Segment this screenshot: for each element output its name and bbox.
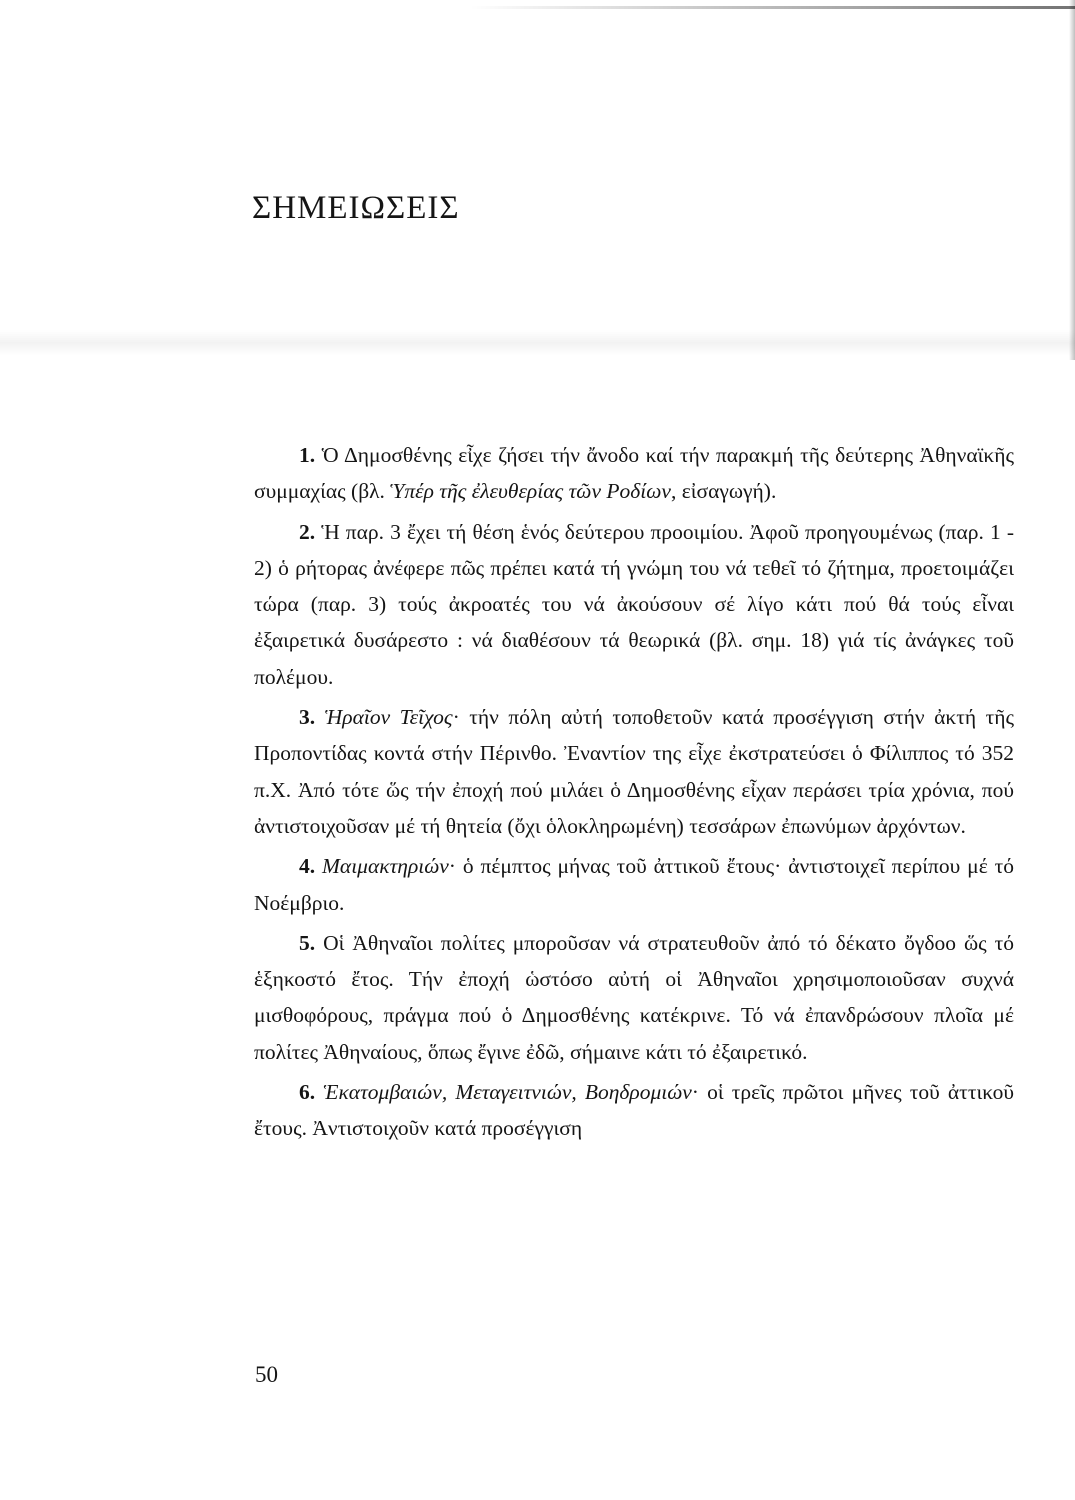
note-number: 2. — [299, 519, 316, 544]
scan-shadow-top — [470, 6, 1075, 9]
note-number: 4. — [299, 854, 316, 879]
notes-section — [254, 437, 1014, 1151]
note-text: , εἰσαγωγή). — [670, 479, 777, 504]
note-4 — [254, 848, 1014, 921]
note-text: · οἱ τρεῖς πρῶτοι μῆνες τοῦ ἀττικοῦ ἔτους. Ἀντιστοιχοῦν κατά προσέγγιση — [254, 1080, 1014, 1141]
note-5 — [254, 925, 1014, 1070]
note-text: · τήν πόλη αὐτή τοποθετοῦν κατά προσέγγιση στήν ἀκτή τῆς Προποντίδας κοντά στήν Πέρινθο. Ἐναντίον της εἶχε ἐκστρατεύσει ὁ Φίλιππος τό 352 π.Χ. Ἀπό τότε ὥς τήν ἐποχή πού μιλάει ὁ Δημοσθένης εἶχαν περάσει τρία χρόνια, πού ἀντιστοιχοῦσαν μέ τή θητεία (ὄχι ὁλοκληρωμένη) τεσσάρων ἐπωνύμων ἀρχόντων. — [254, 705, 1014, 838]
note-italic-term: Ἡραῖον Τεῖχος — [315, 705, 453, 730]
note-text: Ἡ παρ. 3 ἔχει τή θέση ἑνός δεύτερου προοιμίου. Ἀφοῦ προηγουμένως (παρ. 1 - 2) ὁ ρήτορας ἀνέφερε πῶς πρέπει κατά τή γνώμη του νά τεθεῖ τό ζήτημα, προετοιμάζει τώρα (παρ. 3) τούς ἀκροατές του νά ἀκούσουν σέ λίγο κάτι πού θά τούς εἶναι ἐξαιρετικά δυσάρεστο : νά διαθέσουν τά θεωρικά (βλ. σημ. 18) γιά τίς ἀνάγκες τοῦ πολέμου. — [254, 519, 1014, 689]
note-text: · ὁ πέμπτος μήνας τοῦ ἀττικοῦ ἔτους· ἀντιστοιχεῖ περίπου μέ τό Νοέμβριο. — [254, 854, 1014, 915]
note-number: 6. — [299, 1080, 316, 1105]
page-title: ΣΗΜΕΙΩΣΕΙΣ — [252, 190, 460, 226]
note-3 — [254, 699, 1014, 844]
note-number: 5. — [299, 930, 316, 955]
note-text: Οἱ Ἀθηναῖοι πολίτες μποροῦσαν νά στρατευθοῦν ἀπό τό δέκατο ὄγδοο ὥς τό ἑξηκοστό ἔτος. Τήν ἐποχή ὡστόσο αὐτή οἱ Ἀθηναῖοι χρησιμοποιοῦσαν συχνά μισθοφόρους, πράγμα πού ὁ Δημοσθένης κατέκρινε. Τό νά ἐπανδρώσουν πλοῖα μέ πολίτες Ἀθηναίους, ὅπως ἔγινε ἐδῶ, σήμαινε κάτι τό ἐξαιρετικό. — [254, 930, 1014, 1064]
note-italic-title: Ὑπέρ τῆς ἐλευθερίας τῶν Ροδίων — [390, 479, 671, 504]
page-number: 50 — [255, 1362, 278, 1387]
note-italic-term: Μαιμακτηριών — [315, 854, 449, 879]
note-number: 3. — [299, 705, 316, 730]
scan-band — [0, 330, 1075, 356]
note-6 — [254, 1074, 1014, 1147]
note-2 — [254, 514, 1014, 695]
note-number: 1. — [299, 443, 316, 467]
note-text: Ὁ Δημοσθένης εἶχε ζήσει τήν ἄνοδο καί τήν παρακμή τῆς δεύτερης Ἀθηναϊκῆς συμμαχίας (βλ. — [254, 443, 1014, 504]
note-1 — [254, 437, 1014, 510]
note-italic-term: Ἑκατομβαιών, Μεταγειτνιών, Βοηδρομιών — [315, 1080, 692, 1105]
scan-shadow-right — [1069, 0, 1075, 360]
